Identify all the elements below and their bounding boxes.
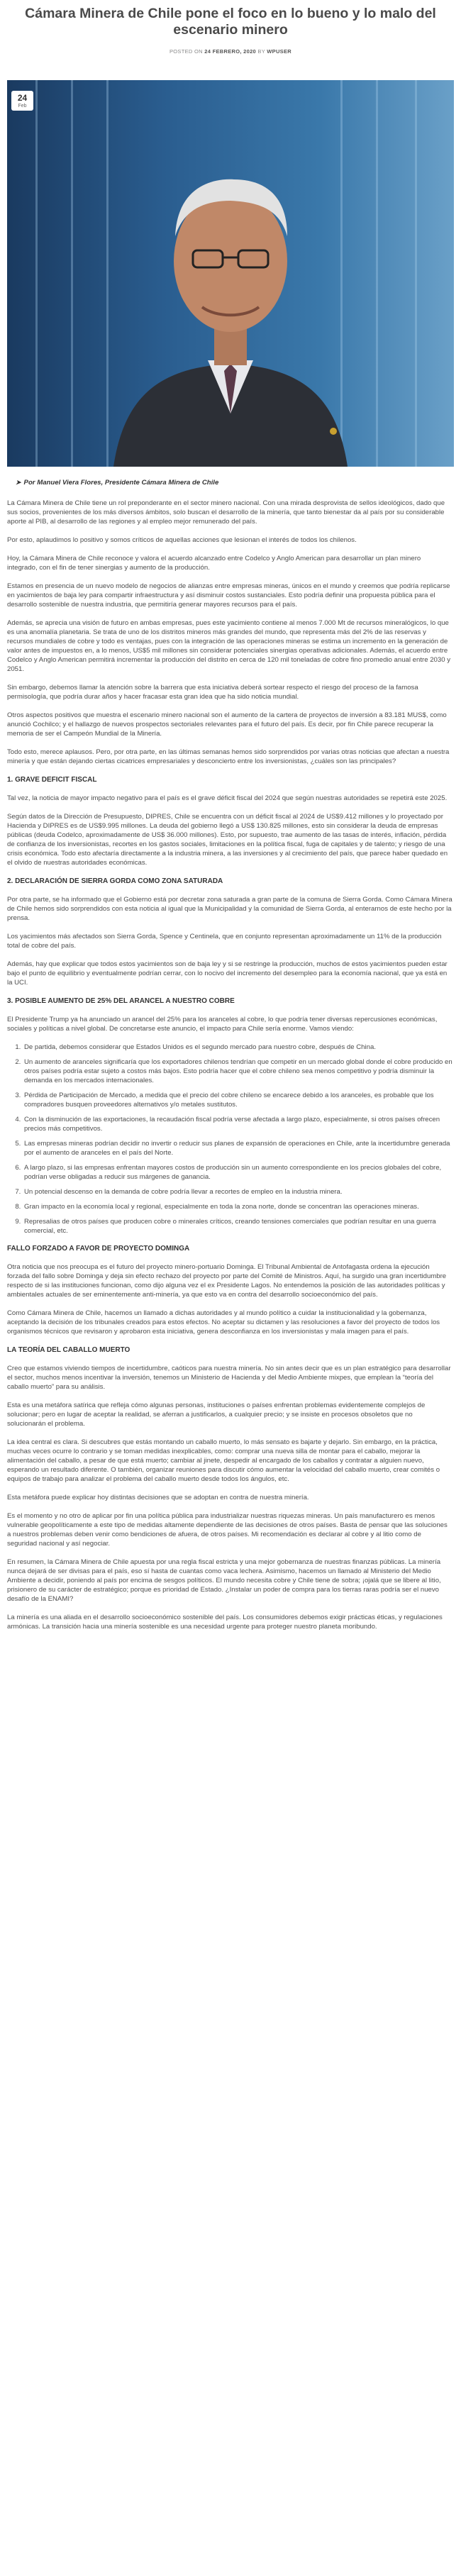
paragraph: El Presidente Trump ya ha anunciado un arancel del 25% para los aranceles al cobre, lo que podría tener diversas repercusiones económicas, sociales y políticas a nivel global. De concretarse este anuncio, el impacto para Chile sería enorme. Vamos viendo: [7,1016,438,1033]
featured-image [7,80,454,467]
paragraph: Todo esto, merece aplausos. Pero, por otra parte, en las últimas semanas hemos sido sorprendidos por varias otras noticias que afectan a nuestra minería y que están dejando ciertas cicatrices empresariales y desconcierto entre los inversionistas, ¿cuáles son las principales? [7,748,450,765]
section-heading-deficit: 1. GRAVE DEFICIT FISCAL [7,776,97,784]
paragraph: La Cámara Minera de Chile tiene un rol preponderante en el sector minero nacional. Con una mirada desprovista de sellos ideológicos, dado que sus socios, provenientes de los más diversos ámbitos, solo buscan el desarrollo de la minería, que tanto bienestar da al país por su considerable aporte al PIB, al desarrollo de las regiones y al empleo mejor remunerado del país. [7,499,445,526]
article-body [7,478,452,1640]
section-heading-arancel: 3. POSIBLE AUMENTO DE 25% DEL ARANCEL A NUESTRO COBRE [7,997,235,1005]
post-meta [14,48,447,55]
paragraph: En resumen, la Cámara Minera de Chile apuesta por una regla fiscal estricta y una mejor gobernanza de nuestras finanzas públicas. La minería nunca dejará de ser divisas para el país, eso sí hasta de cuantas como vaca lechera. Asimismo, hacemos un llamado al Ministerio del Medio Ambiente a decidir, poniendo al país por encima de sesgos políticos. El mundo necesita cobre y Chile tiene de sobra; ¡ojalá que se libere al litio, prisionero de su carácter de estratégico; porque es prioridad de Estado. ¿Instalar un poder de compra para los tierras raras podría ser el nuevo desafío de la ENAMI? [7,1558,441,1603]
paragraph: Además, hay que explicar que todos estos yacimientos son de baja ley y si se restringe la producción, muchos de estos yacimientos pueden estar bajo el punto de equilibrio y eventualmente podrían cerrar, con lo nocivo del incremento del desempleo para la economía nacional, que ya está en la UCI. [7,960,448,987]
paragraph: Hoy, la Cámara Minera de Chile reconoce y valora el acuerdo alcanzado entre Codelco y Anglo American para desarrollar un plan minero integrado, con el fin de tener sinergias y aumento de la producción. [7,555,421,572]
paragraph: Otros aspectos positivos que muestra el escenario minero nacional son el aumento de la cartera de proyectos de inversión a 83.181 MUS$, como anunció Cochilco; y el hallazgo de nuevos prospectos sectoriales relevantes para el futuro del país. Es decir, por fin Chile parece recuperar la memoria de ser el Campeón Mundial de la Minería. [7,711,447,738]
date-badge-month: Feb [18,104,27,109]
paragraph: Esta metáfora puede explicar hoy distintas decisiones que se adoptan en contra de nuestra minería. [7,1494,309,1501]
paragraph: Según datos de la Dirección de Presupuesto, DIPRES, Chile se encuentra con un déficit fiscal al 2024 de US$9.412 millones y lo proyectado por Hacienda y DIPRES es de US$9.995 millones. La deuda del gobierno llegó a US$ 130.825 millones, esto sin considerar la deuda de empresas públicas (deuda Codelco, aproximadamente de US$ 36.000 millones). Esto, por supuesto, trae aumento de las tasas de interés, inflación, pérdida de confianza de los inversionistas, recortes en los gastos sociales, limitaciones en la política fiscal, fuga de capitales y de talento; y riesgo de una crisis económica. Todo esto afectaría directamente a la industria minera, a las inversiones y al crecimiento del país, que parece haber quedado en el olvido de nuestras autoridades económicas. [7,813,448,867]
list-item: 1. De partida, debemos considerar que Estados Unidos es el segundo mercado para nuestro cobre, después de China. [23,1043,452,1052]
list-item: 6. A largo plazo, si las empresas enfrentan mayores costos de producción sin un aumento correspondiente en los precios globales del cobre, podrían verse obligadas a reducir sus márgenes de ganancia. [23,1163,452,1182]
paragraph: Tal vez, la noticia de mayor impacto negativo para el país es el grave déficit fiscal del 2024 que según nuestras autoridades se repetirá este 2025. [7,794,448,802]
tariff-impact-list [7,1043,452,1236]
paragraph: Como Cámara Minera de Chile, hacemos un llamado a dichas autoridades y al mundo político a cuidar la institucionalidad y la gobernanza, aceptando la decisión de los tribunales creados para estos efectos. No aceptar su dictamen y las resoluciones a favor del proyecto de todos los organismos técnicos que revisaron y aprobaron esta iniciativa, genera desconfianza en los inversionistas y mala imagen para el país. [7,1309,440,1336]
paragraph: Estamos en presencia de un nuevo modelo de negocios de alianzas entre empresas mineras, únicos en el mundo y creemos que podría replicarse en yacimientos de baja ley para compartir infraestructura y así disminuir costos sustanciales. Esto podría definir una propuesta pública para el desarrollo sostenible de nuestra industria, que permitiría generar mayores recursos para el país. [7,582,450,609]
paragraph: Por otra parte, se ha informado que el Gobierno está por decretar zona saturada a gran parte de la comuna de Sierra Gorda. Como Cámara Minera de Chile hemos sido sorprendidos con esta noticia al igual que la Municipalidad y la comunidad de Sierra Gorda, al enterarnos de este hecho por la prensa. [7,896,452,922]
paragraph: Es el momento y no otro de aplicar por fin una política pública para industrializar nuestras riquezas mineras. Un país manufacturero es menos vulnerable geopolíticamente a este tipo de medidas altamente dependiente de las decisiones de otros países. Basta de pensar que las soluciones a nuestros problemas deben venir como bendiciones de afuera, de otros países. Mi recomendación es declarar al cobre y al litio como de seguridad nacional y así negociar. [7,1512,448,1548]
list-item: 8. Gran impacto en la economía local y regional, especialmente en toda la zona norte, donde se concentran las operaciones mineras. [23,1202,452,1211]
meta-author-link[interactable]: WPUSER [267,48,291,55]
article-title: Cámara Minera de Chile pone el foco en lo bueno y lo malo del escenario minero [25,6,436,38]
author-caption-text: Por Manuel Viera Flores, Presidente Cámara Minera de Chile [23,479,219,487]
date-badge [11,91,33,111]
paragraph: Además, se aprecia una visión de futuro en ambas empresas, pues este yacimiento contiene al menos 7.000 Mt de recursos mineralógicos, lo que es una anomalía planetaria. Se trata de uno de los distritos mineros más grandes del mundo, que representa más del 2% de las reservas y recursos mundiales de cobre y todo es ventajas, pues con la integración de las operaciones mineras se estima un incremento en la generación de valor antes de impuestos en, a lo menos, US$5 mil millones sin considerar potenciales sinergias operativas adicionales. Además, el acuerdo entre Codelco y Anglo American permitirá incrementar la producción del distrito en cerca de 120 mil toneladas de cobre fino promedio anual entre 2030 y 2051. [7,619,451,673]
section-heading-sierra-gorda: 2. DECLARACIÓN DE SIERRA GORDA COMO ZONA SATURADA [7,877,223,885]
paragraph: Esta es una metáfora satírica que refleja cómo algunas personas, instituciones o países enfrentan problemas evidentemente complejos de solucionar; pero en lugar de aceptar la realidad, se aferran a justificarlos, a cualquier precio; y se insiste en procesos obsoletos que no solucionarán el problema. [7,1401,426,1428]
paragraph: Por esto, aplaudimos lo positivo y somos críticos de aquellas acciones que lesionan el interés de todos los chilenos. [7,536,357,544]
article-header [0,0,461,55]
meta-by: BY [257,48,265,55]
list-item: 9. Represalias de otros países que producen cobre o minerales críticos, creando tensiones comerciales que podrían resultar en una guerra comercial, etc. [23,1217,452,1236]
paragraph: La idea central es clara. Si descubres que estás montando un caballo muerto, lo más sensato es bajarte y dejarlo. Sin embargo, en la práctica, muchas veces ocurre lo contrario y se toman medidas inexplicables, como: comprar una nueva silla de montar para el caballo, mejorar la alimentación del caballo, a pesar de que está muerto; cambiar al jinete, despedir al encargado de los caballos y contratar a alguien nuevo, esperando un resultado diferente. O también, organizar reuniones para discutir cómo aumentar la velocidad del caballo muerto, crear comités o equipos de trabajo para analizar el problema del caballo muerto desde todos los ángulos, etc. [7,1438,440,1483]
list-item: 4. Con la disminución de las exportaciones, la recaudación fiscal podría verse afectada a largo plazo, especialmente, si otros países ofrecen precios más competitivos. [23,1115,452,1133]
paragraph: Sin embargo, debemos llamar la atención sobre la barrera que esta iniciativa deberá sortear respecto el riesgo del proceso de la famosa permisología, que podría durar años y hacer fracasar esta gran idea que ha sido noticia mundial. [7,684,418,701]
list-item: 7. Un potencial descenso en la demanda de cobre podría llevar a recortes de empleo en la industria minera. [23,1187,452,1197]
list-item: 3. Pérdida de Participación de Mercado, a medida que el precio del cobre chileno se encarece debido a los aranceles, es probable que los compradores busquen proveedores alternativos y/o metales sustitutos. [23,1091,452,1109]
date-badge-day: 24 [17,93,28,103]
section-heading-dominga: FALLO FORZADO A FAVOR DE PROYECTO DOMINGA [7,1245,190,1253]
meta-prefix: POSTED ON [170,48,203,55]
arrow-right-icon: ➤ [16,479,21,486]
paragraph: Los yacimientos más afectados son Sierra Gorda, Spence y Centinela, que en conjunto representan aproximadamente un 11% de la producción total de cobre del país. [7,933,442,950]
paragraph: Otra noticia que nos preocupa es el futuro del proyecto minero-portuario Dominga. El Tribunal Ambiental de Antofagasta ordena la ejecución forzada del fallo sobre Dominga y deja sin efecto rechazo del proyecto por parte del Comité de Ministros. Aquí, ha surgido una gran incertidumbre respecto de si las instituciones funcionan, como dijo alguna vez el ex Presidente Lagos. No entendemos la posición de las autoridades políticas y ambientales actuales de ser eminentemente anti-minería, ya que esto va en contra del desarrollo socioeconómico del país. [7,1263,447,1299]
paragraph: Creo que estamos viviendo tiempos de incertidumbre, caóticos para nuestra minería. No sin antes decir que es un plan estratégico para desarrollar el sector, muchos menos incentivar la inversión, tenemos un Ministerio de Hacienda y del Medio Ambiente mixpes, que emplean la “teoría del caballo muerto” para su análisis. [7,1365,451,1391]
list-item: 2. Un aumento de aranceles significaría que los exportadores chilenos tendrían que competir en un mercado global donde el cobre producido en otros países podría estar sujeto a costos más bajos. Esto podría hacer que el cobre chileno sea menos competitivo y podría disminuir la demanda en los mercados internacionales. [23,1057,452,1085]
list-item: 5. Las empresas mineras podrían decidir no invertir o reducir sus planes de expansión de operaciones en Chile, ante la incertidumbre generada por el aumento de aranceles en el país del Norte. [23,1139,452,1157]
paragraph: La minería es una aliada en el desarrollo socioeconómico sostenible del país. Los consumidores debemos exigir prácticas éticas, y regulaciones armónicas. La transición hacia una minería sostenible es una necesidad urgente para proteger nuestro planeta moribundo. [7,1614,443,1631]
meta-date-link[interactable]: 24 FEBRERO, 2020 [204,48,257,55]
section-heading-caballo-muerto: LA TEORÍA DEL CABALLO MUERTO [7,1346,130,1354]
author-caption [16,478,452,487]
portrait-illustration [7,80,454,467]
